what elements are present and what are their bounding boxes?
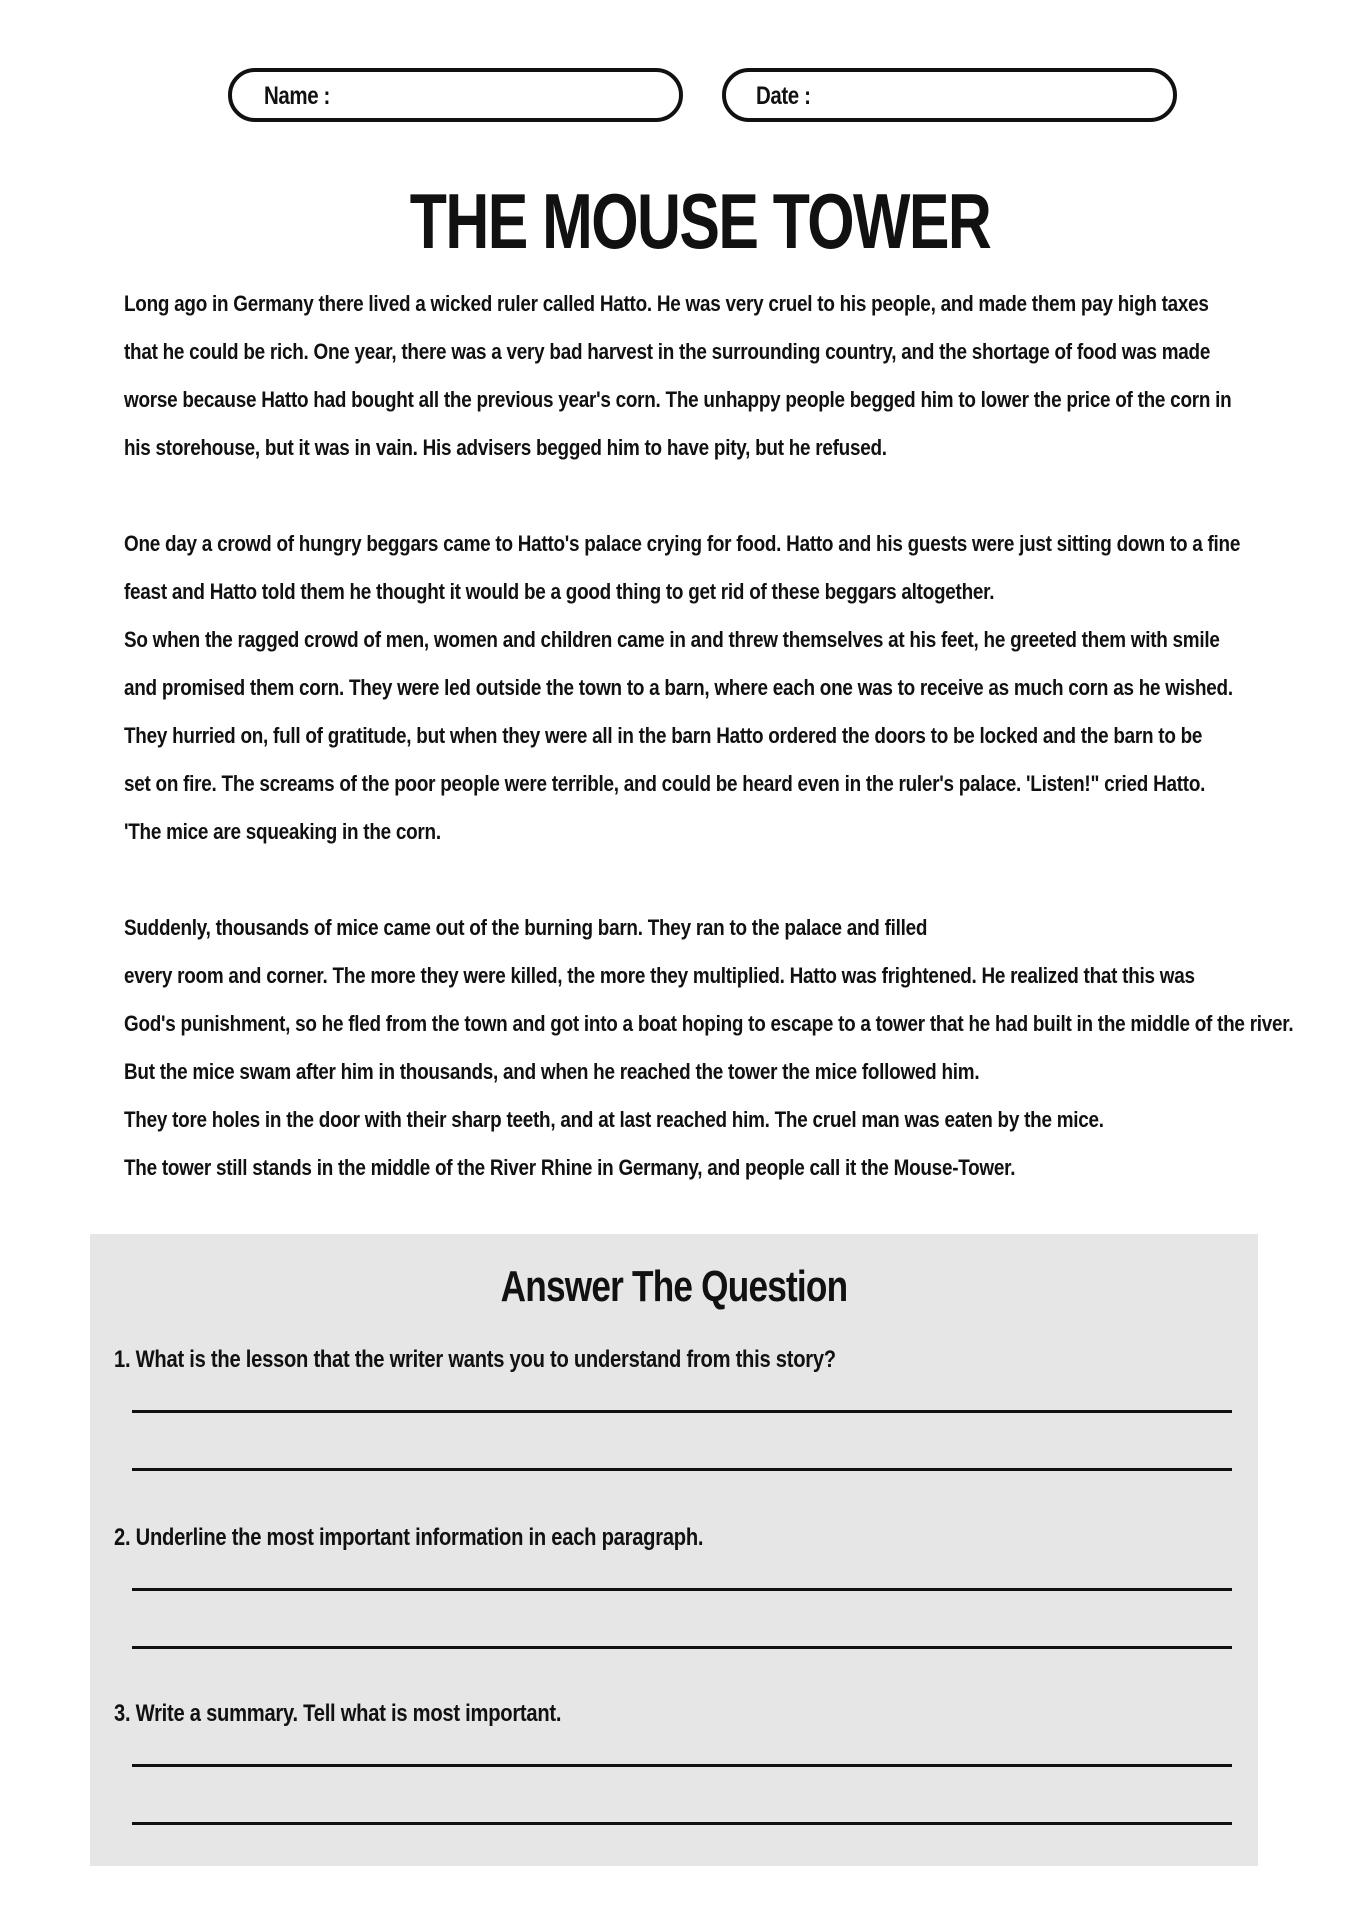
story-line: They tore holes in the door with their sharp teeth, and at last reached him. The cruel man was eaten by the mice. (124, 1107, 1104, 1132)
story-line: God's punishment, so he fled from the town and got into a boat hoping to escape to a tower that he had built in the middle of the river. (124, 1011, 1294, 1036)
answer-line[interactable] (132, 1646, 1232, 1649)
story-line: and promised them corn. They were led outside the town to a barn, where each one was to receive as much corn as he wished. (124, 675, 1233, 700)
question-1: 1. What is the lesson that the writer wants you to understand from this story? (114, 1346, 836, 1373)
answer-line[interactable] (132, 1764, 1232, 1767)
story-line: worse because Hatto had bought all the previous year's corn. The unhappy people begged him to lower the price of the corn in (124, 387, 1232, 412)
paragraph-gap (124, 472, 1284, 520)
question-heading: Answer The Question (500, 1262, 848, 1311)
story-text (124, 280, 1294, 1192)
story-line: Long ago in Germany there lived a wicked ruler called Hatto. He was very cruel to his people, and made them pay high taxes (124, 291, 1209, 316)
story-line: feast and Hatto told them he thought it would be a good thing to get rid of these beggars altogether. (124, 579, 995, 604)
date-label: Date : (756, 82, 811, 110)
question-section (90, 1234, 1258, 1866)
story-line: But the mice swam after him in thousands, and when he reached the tower the mice followed him. (124, 1059, 980, 1084)
answer-line[interactable] (132, 1822, 1232, 1825)
story-line: every room and corner. The more they were killed, the more they multiplied. Hatto was frightened. He realized that this was (124, 963, 1195, 988)
question-2: 2. Underline the most important information in each paragraph. (114, 1524, 704, 1551)
story-line: set on fire. The screams of the poor people were terrible, and could be heard even in the ruler's palace. 'Listen!" cried Hatto. (124, 771, 1206, 796)
story-line: that he could be rich. One year, there was a very bad harvest in the surrounding country, and the shortage of food was made (124, 339, 1211, 364)
question-3: 3. Write a summary. Tell what is most important. (114, 1700, 562, 1727)
story-line: his storehouse, but it was in vain. His advisers begged him to have pity, but he refused. (124, 435, 887, 460)
story-line: The tower still stands in the middle of the River Rhine in Germany, and people call it the Mouse-Tower. (124, 1155, 1016, 1180)
name-field[interactable] (228, 68, 683, 122)
story-line: 'The mice are squeaking in the corn. (124, 819, 441, 844)
story-line: So when the ragged crowd of men, women and children came in and threw themselves at his feet, he greeted them with smile (124, 627, 1220, 652)
story-line: They hurried on, full of gratitude, but when they were all in the barn Hatto ordered the doors to be locked and the barn to be (124, 723, 1203, 748)
name-label: Name : (264, 82, 330, 110)
paragraph-gap (124, 856, 1284, 904)
answer-line[interactable] (132, 1468, 1232, 1471)
story-line: One day a crowd of hungry beggars came to Hatto's palace crying for food. Hatto and his guests were just sitting down to a fine (124, 531, 1241, 556)
answer-line[interactable] (132, 1410, 1232, 1413)
date-field[interactable] (722, 68, 1177, 122)
page-title: THE MOUSE TOWER (409, 177, 991, 265)
story-line: Suddenly, thousands of mice came out of the burning barn. They ran to the palace and filled (124, 915, 928, 940)
answer-line[interactable] (132, 1588, 1232, 1591)
